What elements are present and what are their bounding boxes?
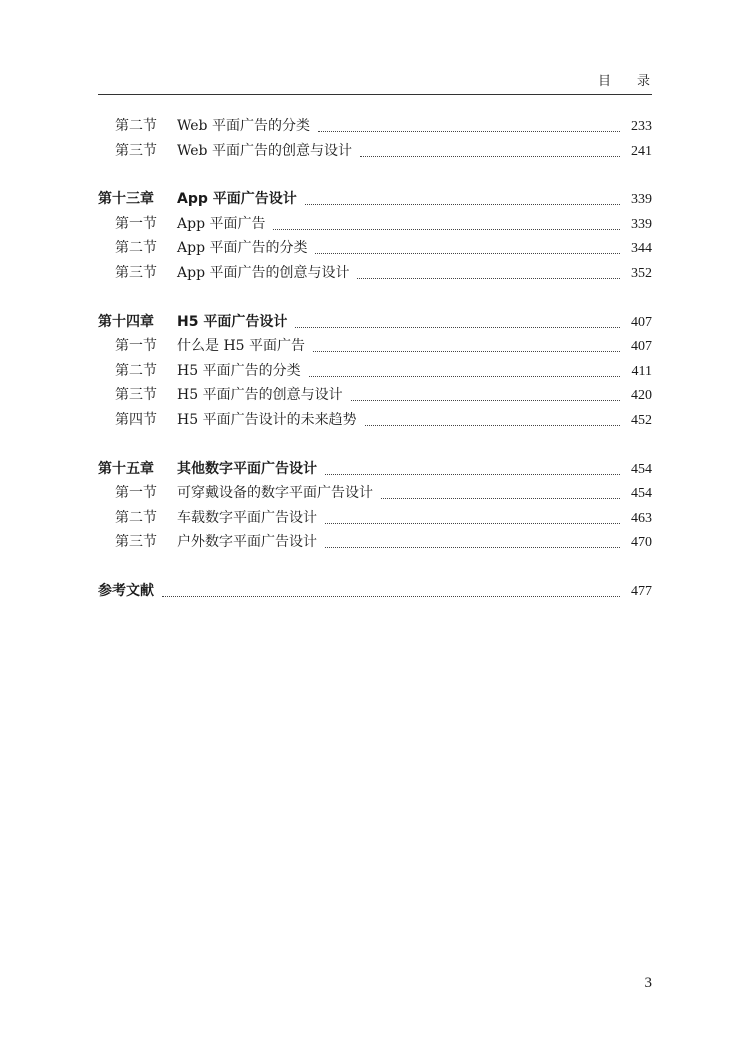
dot-leader [357,264,620,279]
toc-entry-label: 第十四章 [98,313,154,330]
toc-entry-title: H5 平面广告设计 [177,313,288,330]
toc-entry-title: App 平面广告 [177,215,266,232]
toc-entry-page: 454 [631,461,652,477]
toc-entry-page: 420 [631,388,652,404]
toc-entry-label: 第二节 [115,118,157,134]
toc-spacer [98,287,652,311]
toc-entry-page: 454 [631,486,652,502]
toc-section-entry[interactable] [98,115,652,140]
toc-spacer [98,164,652,188]
toc-section-entry[interactable] [98,384,652,409]
toc-entry-title: 什么是 H5 平面广告 [177,338,306,355]
toc-entry-page: 352 [631,265,652,281]
toc-section-entry[interactable] [98,335,652,360]
running-header [98,62,676,95]
toc-entry-title: H5 平面广告的分类 [177,362,301,379]
header-title: 目录 [597,74,676,89]
toc-entry-title: App 平面广告的创意与设计 [177,264,350,281]
toc-entry-page: 470 [631,535,652,551]
toc-chapter-entry[interactable] [98,188,652,213]
toc-section-entry[interactable] [98,482,652,507]
dot-leader [313,337,620,352]
dot-leader [318,117,620,132]
toc-entry-title: H5 平面广告的创意与设计 [177,387,343,404]
toc-section-entry[interactable] [98,213,652,238]
toc-section-entry[interactable] [98,140,652,165]
toc-entry-title: Web 平面广告的创意与设计 [177,142,352,159]
toc-entry-label: 第二节 [115,362,157,379]
toc-entry-label: 第三节 [115,387,157,404]
toc-entry-title: H5 平面广告设计的未来趋势 [177,411,357,428]
dot-leader [273,215,620,230]
toc-entry-label: 第一节 [115,338,157,355]
toc-entry-page: 477 [631,583,652,599]
toc-spacer [98,556,652,580]
toc-entry-label: 第三节 [115,534,157,551]
toc-entry-page: 463 [631,510,652,526]
toc-entry-label: 第四节 [115,411,157,428]
dot-leader [381,484,620,499]
table-of-contents [98,115,652,605]
toc-entry-page: 241 [631,143,652,159]
toc-spacer [98,434,652,458]
toc-section-entry[interactable] [98,507,652,532]
dot-leader [315,239,620,254]
toc-entry-label: 第三节 [115,264,157,281]
dot-leader [309,362,620,377]
dot-leader [295,313,620,328]
toc-section-entry[interactable] [98,237,652,262]
toc-section-entry[interactable] [98,262,652,287]
toc-section-entry[interactable] [98,409,652,434]
toc-entry-page: 407 [631,339,652,355]
toc-entry-page: 407 [631,314,652,330]
toc-entry-label: 第十三章 [98,191,154,208]
dot-leader [360,142,620,157]
dot-leader [162,582,620,597]
toc-entry-label: 第三节 [115,142,157,159]
dot-leader [325,460,620,475]
toc-entry-page: 339 [631,192,652,208]
toc-section-entry[interactable] [98,531,652,556]
dot-leader [325,533,620,548]
dot-leader [325,509,620,524]
toc-entry-title: 户外数字平面广告设计 [177,534,317,551]
dot-leader [365,411,620,426]
toc-entry-label: 第二节 [115,509,157,526]
dot-leader [305,190,620,205]
toc-entry-title: 车载数字平面广告设计 [177,509,317,526]
toc-entry-title: 可穿戴设备的数字平面广告设计 [177,485,373,502]
toc-entry-title: 参考文献 [98,582,154,599]
toc-entry-label: 第二节 [115,240,157,257]
toc-references-entry[interactable] [98,580,652,605]
toc-entry-page: 339 [631,216,652,232]
toc-entry-label: 第一节 [115,485,157,502]
toc-entry-title: 其他数字平面广告设计 [177,460,317,477]
toc-chapter-entry[interactable] [98,458,652,483]
toc-entry-page: 452 [631,412,652,428]
toc-entry-title: Web 平面广告的分类 [177,118,310,134]
toc-section-entry[interactable] [98,360,652,385]
toc-entry-label: 第十五章 [98,460,154,477]
toc-entry-page: 233 [631,119,652,134]
dot-leader [351,386,620,401]
toc-entry-page: 411 [631,363,652,379]
page-number: 3 [644,975,652,991]
toc-entry-page: 344 [631,241,652,257]
toc-entry-title: App 平面广告设计 [177,191,297,208]
toc-chapter-entry[interactable] [98,311,652,336]
toc-entry-title: App 平面广告的分类 [177,240,308,257]
toc-entry-label: 第一节 [115,215,157,232]
